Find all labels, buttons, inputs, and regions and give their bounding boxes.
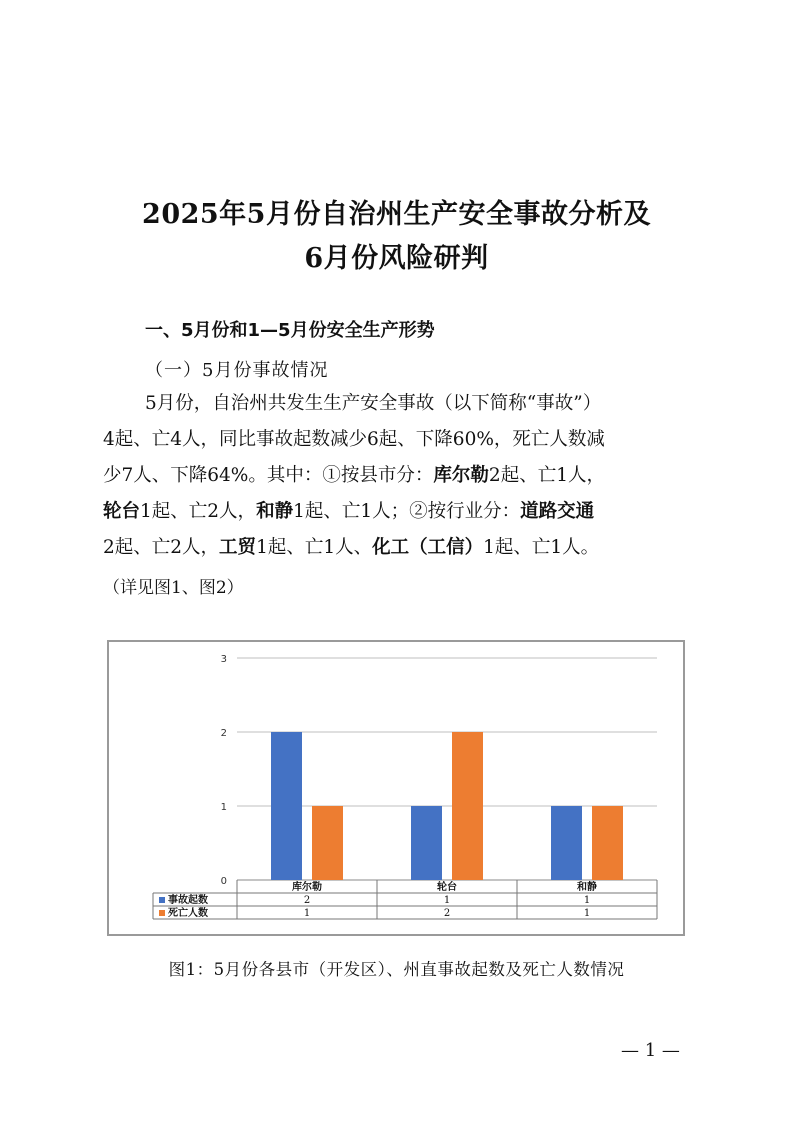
paragraph-text: 5月份，自治州共发生生产安全事故（以下简称“事故”） [145, 393, 602, 414]
industry-chemical: 化工（工信） [372, 537, 484, 558]
county-korla: 库尔勒 [433, 465, 489, 486]
bar-chart [109, 642, 683, 934]
paragraph-text: 1起、亡2人， [140, 501, 257, 522]
x-category-label: 库尔勒 [292, 882, 322, 893]
bar-accidents [411, 806, 442, 880]
industry-industry-trade: 工贸 [219, 537, 257, 558]
data-table-value: 2 [303, 895, 311, 906]
subsection-heading: （一）5月份事故情况 [145, 360, 329, 381]
paragraph-text: 1起、亡1人；②按行业分： [293, 501, 521, 522]
x-category-label: 和静 [577, 882, 597, 893]
bar-accidents [271, 732, 302, 880]
legend-label: 死亡人数 [168, 908, 208, 919]
bar-accidents [551, 806, 582, 880]
paragraph-text: 2起、亡2人， [103, 537, 220, 558]
county-luntai: 轮台 [103, 501, 141, 522]
section-heading: 一、5月份和1—5月份安全生产形势 [145, 320, 435, 341]
paragraph-text: 2起、亡1人， [488, 465, 605, 486]
bar-deaths [592, 806, 623, 880]
paragraph-line-6: （详见图1、图2） [103, 578, 244, 598]
data-table-value: 1 [583, 908, 591, 919]
data-table-value: 1 [583, 895, 591, 906]
legend-swatch [159, 910, 165, 916]
paragraph-line-2: 4起、亡4人，同比事故起数减少6起、下降60%，死亡人数减 [103, 429, 605, 450]
figure-caption: 图1：5月份各县市（开发区）、州直事故起数及死亡人数情况 [168, 960, 625, 979]
document-title-line1: 2025年5月份自治州生产安全事故分析及 [142, 199, 651, 230]
bar-deaths [452, 732, 483, 880]
paragraph-line-5 [103, 530, 698, 566]
document-title-line2: 6月份风险研判 [304, 243, 489, 274]
paragraph-line-4 [103, 494, 698, 530]
paragraph-line-1 [103, 386, 698, 422]
legend-label: 事故起数 [168, 895, 208, 906]
legend-swatch [159, 897, 165, 903]
data-table-value: 2 [443, 908, 451, 919]
paragraph-line-3 [103, 458, 698, 494]
industry-road-traffic: 道路交通 [520, 501, 595, 522]
paragraph-text: 1起、亡1人、 [256, 537, 373, 558]
page-number: — 1 — [621, 1040, 680, 1061]
y-tick-label: 0 [220, 876, 227, 887]
x-category-label: 轮台 [437, 882, 457, 893]
county-hejing: 和静 [256, 501, 294, 522]
paragraph-text: 少7人、下降64%。其中：①按县市分： [103, 465, 434, 486]
paragraph-text: 1起、亡1人。 [483, 537, 600, 558]
y-tick-label: 1 [220, 802, 227, 813]
bar-deaths [312, 806, 343, 880]
chart-frame [107, 640, 685, 936]
y-tick-label: 3 [220, 654, 227, 665]
y-tick-label: 2 [220, 728, 227, 739]
data-table-value: 1 [303, 908, 311, 919]
data-table-value: 1 [443, 895, 451, 906]
